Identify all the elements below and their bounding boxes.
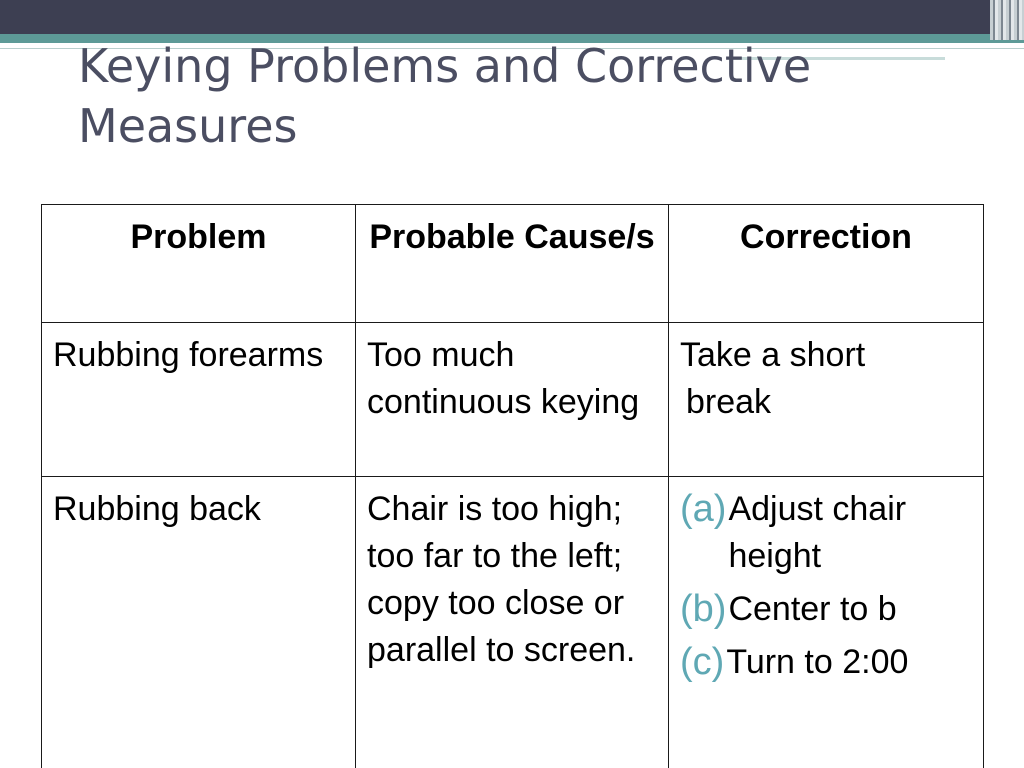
- correction-list: [680, 486, 973, 686]
- list-marker: (b): [680, 588, 727, 630]
- cell-correction: [669, 323, 984, 477]
- list-item-text: Adjust chair height: [728, 490, 907, 575]
- list-item-text: Center to b: [728, 590, 897, 628]
- header-probable-cause: Probable Cause/s: [356, 205, 669, 323]
- header-correction: Correction: [669, 205, 984, 323]
- list-item: [680, 639, 973, 686]
- problems-table: [41, 204, 984, 768]
- table-row: [42, 323, 984, 477]
- list-item: [680, 486, 973, 580]
- top-decor-bar: [0, 0, 1024, 34]
- corner-stripes-decor: [990, 0, 1024, 40]
- list-item: [680, 586, 973, 633]
- list-marker: (a): [680, 488, 727, 530]
- cell-problem: Rubbing back: [42, 477, 356, 768]
- table-header-row: [42, 205, 984, 323]
- slide-title: Keying Problems and Corrective Measures: [78, 39, 812, 153]
- table-row: [42, 477, 984, 768]
- correction-text-line: Take a short: [680, 336, 866, 374]
- correction-text-line: break: [686, 383, 772, 421]
- cell-cause: Chair is too high; too far to the left; copy too close or parallel to screen.: [356, 477, 669, 768]
- list-item-text: Turn to 2:00: [726, 643, 909, 681]
- list-marker: (c): [680, 641, 725, 683]
- cell-problem: Rubbing forearms: [42, 323, 356, 477]
- cell-correction: [669, 477, 984, 768]
- header-problem: Problem: [42, 205, 356, 323]
- cell-cause: Too much continuous keying: [356, 323, 669, 477]
- table-container: [41, 204, 983, 768]
